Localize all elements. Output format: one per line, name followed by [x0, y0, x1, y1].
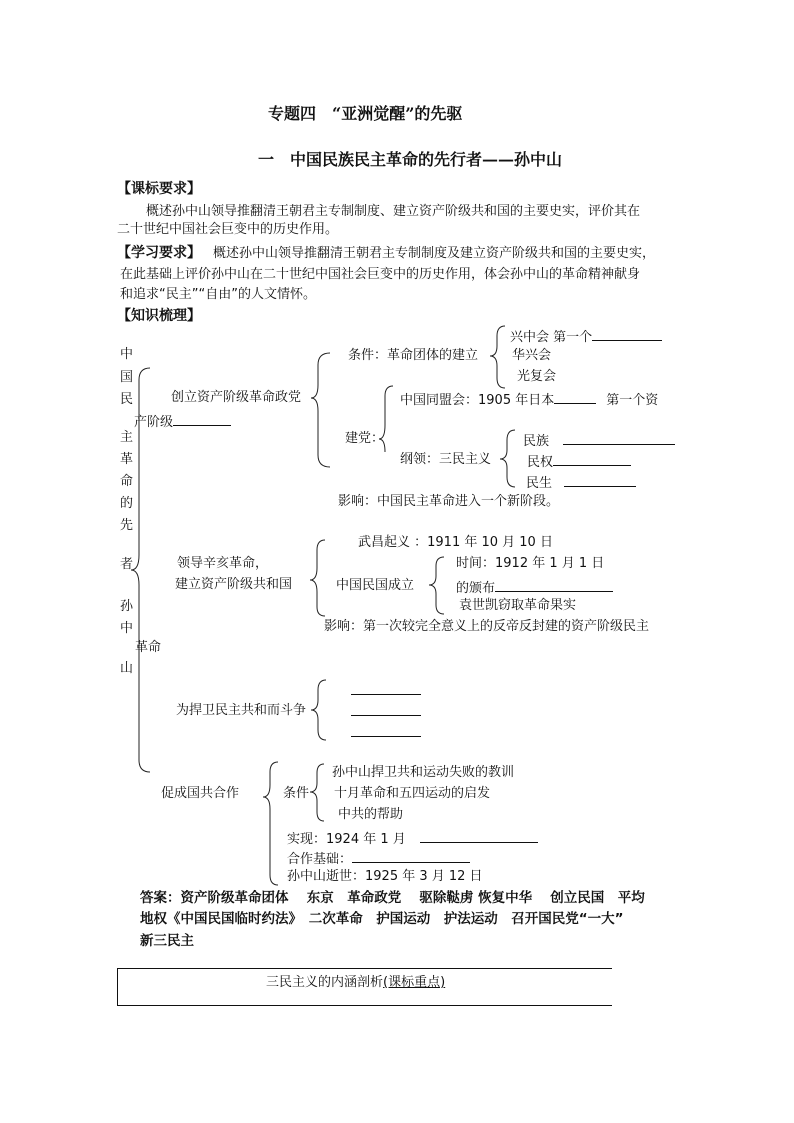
root-char-4: 主	[120, 430, 134, 445]
zhishi-heading: 【知识梳理】	[117, 308, 201, 324]
root-char-5: 革	[120, 452, 134, 467]
answers-line-3: 新三民主	[140, 933, 194, 949]
basis-text: 合作基础：	[287, 852, 353, 867]
principle-minquan	[527, 451, 631, 472]
roc-promulgate	[456, 577, 613, 598]
blank-constitution[interactable]	[495, 577, 613, 592]
blank-party-type[interactable]	[173, 411, 231, 426]
xuexi-text-2: 在此基础上评价孙中山在二十世纪中国社会巨变中的历史作用，体会孙中山的革命精神献身	[120, 267, 641, 282]
wuchang-uprising: 武昌起义 ：1911 年 10 月 10 日	[358, 535, 553, 550]
conditions-bracket	[310, 764, 324, 821]
answers-line-2: 地权《中国民国临时约法》 二次革命 护国运动 护法运动 召开国民党“一大”	[140, 911, 624, 927]
realize-line	[287, 828, 538, 849]
blank-struggle-2[interactable]	[351, 701, 421, 716]
root-char-7: 的	[120, 496, 134, 511]
page-subtitle: 一 中国民族民主革命的先行者——孙中山	[258, 150, 563, 169]
kebiao-text-2: 二十世纪中国社会巨变中的历史作用。	[117, 222, 339, 237]
branch2-impact: 影响：第一次较完全意义上的反帝反封建的资产阶级民主	[324, 619, 650, 634]
branch1-label: 创立资产阶级革命政党	[171, 390, 302, 405]
principles-bracket	[500, 430, 515, 487]
kebiao-text-1: 概述孙中山领导推翻清王朝君主专制制度、建立资产阶级共和国的主要史实，评价其在	[146, 204, 641, 219]
root-char-2: 国	[120, 370, 134, 385]
group-xingzhonghui	[510, 326, 662, 347]
table-caption-link: (课标重点)	[383, 975, 446, 990]
branch2-label-2: 建立资产阶级共和国	[175, 577, 293, 592]
condition-october: 十月革命和五四运动的启发	[334, 786, 491, 801]
roc-bracket	[429, 557, 444, 614]
principle-minquan-text: 民权	[527, 455, 554, 470]
blank-minzu[interactable]	[563, 430, 675, 445]
group-huaxinghui: 华兴会	[512, 348, 552, 363]
root-char-9: 者	[120, 557, 134, 572]
principle-minzu-text: 民族	[523, 434, 550, 449]
condition4-label: 条件	[283, 786, 310, 801]
groups-bracket	[490, 326, 505, 388]
yuan-shikai: 袁世凯窃取革命果实	[459, 598, 577, 613]
root-char-12: 山	[120, 661, 134, 676]
branch1-label-cont	[134, 411, 231, 432]
answers-line-1: 答案：资产阶级革命团体 东京 革命政党 驱除鞑虏 恢复中华 创立民国 平均	[140, 890, 645, 906]
party-label: 建党：	[345, 431, 385, 446]
basis-line	[287, 848, 470, 869]
branch1-label-cont-text: 产阶级	[134, 415, 174, 430]
program-label: 纲领：三民主义	[400, 452, 492, 467]
blank-minquan[interactable]	[553, 451, 631, 466]
branch2-label-1: 领导辛亥革命，	[177, 556, 269, 571]
branch3-label: 为捍卫民主共和而斗争	[176, 703, 307, 718]
xuexi-heading: 【学习要求】	[117, 245, 201, 261]
roc-label: 中国民国成立	[336, 578, 415, 593]
branch3-bracket	[311, 680, 326, 740]
blank-struggle-1[interactable]	[351, 680, 421, 695]
table-caption-text: 三民主义的内涵剖析	[266, 975, 384, 990]
branch1-impact: 影响：中国民主革命进入一个新阶段。	[338, 494, 560, 509]
root-char-3: 民	[120, 392, 134, 407]
group-guangfuhui: 光复会	[517, 369, 557, 384]
root-char-1: 中	[120, 347, 134, 362]
alliance-text: 中国同盟会：1905 年日本	[400, 393, 555, 408]
branch2-bracket	[310, 540, 325, 616]
kebiao-heading: 【课标要求】	[117, 181, 201, 197]
xuexi-text-1: 概述孙中山领导推翻清王朝君主专制制度及建立资产阶级共和国的主要史实，	[213, 246, 656, 261]
roc-promulgate-text: 的颁布	[456, 581, 496, 596]
principle-minzu	[523, 430, 675, 451]
condition1-label: 条件：革命团体的建立	[348, 348, 479, 363]
condition-ccp: 中共的帮助	[338, 807, 404, 822]
root-char-6: 命	[120, 474, 134, 489]
root-char-10: 孙	[120, 599, 134, 614]
alliance-line	[400, 389, 658, 410]
branch4-bracket	[263, 762, 278, 885]
table-caption	[266, 974, 445, 992]
blank-first-group[interactable]	[592, 326, 662, 341]
blank-alliance-city[interactable]	[554, 389, 596, 404]
blank-minsheng[interactable]	[564, 472, 636, 487]
blank-struggle-3[interactable]	[351, 722, 421, 737]
root-char-8: 先	[120, 518, 134, 533]
principle-minsheng	[526, 472, 636, 493]
blank-basis[interactable]	[352, 848, 470, 863]
blank-realize[interactable]	[420, 828, 538, 843]
death-line: 孙中山逝世：1925 年 3 月 12 日	[287, 869, 483, 884]
branch4-label: 促成国共合作	[161, 786, 240, 801]
branch1-bracket	[311, 353, 330, 467]
group-xingzhonghui-text: 兴中会 第一个	[510, 330, 593, 345]
principle-minsheng-text: 民生	[526, 476, 553, 491]
alliance-tail: 第一个资	[606, 393, 659, 408]
branch2-geming: 革命	[135, 640, 162, 655]
xuexi-text-3: 和追求“民主”“自由”的人文情怀。	[120, 287, 316, 302]
condition-lesson: 孙中山捍卫共和运动失败的教训	[332, 765, 515, 780]
root-char-11: 中	[120, 621, 134, 636]
roc-time: 时间：1912 年 1 月 1 日	[456, 556, 605, 571]
page-title: 专题四 “亚洲觉醒”的先驱	[268, 104, 463, 123]
realize-text: 实现：1924 年 1 月	[287, 832, 406, 847]
